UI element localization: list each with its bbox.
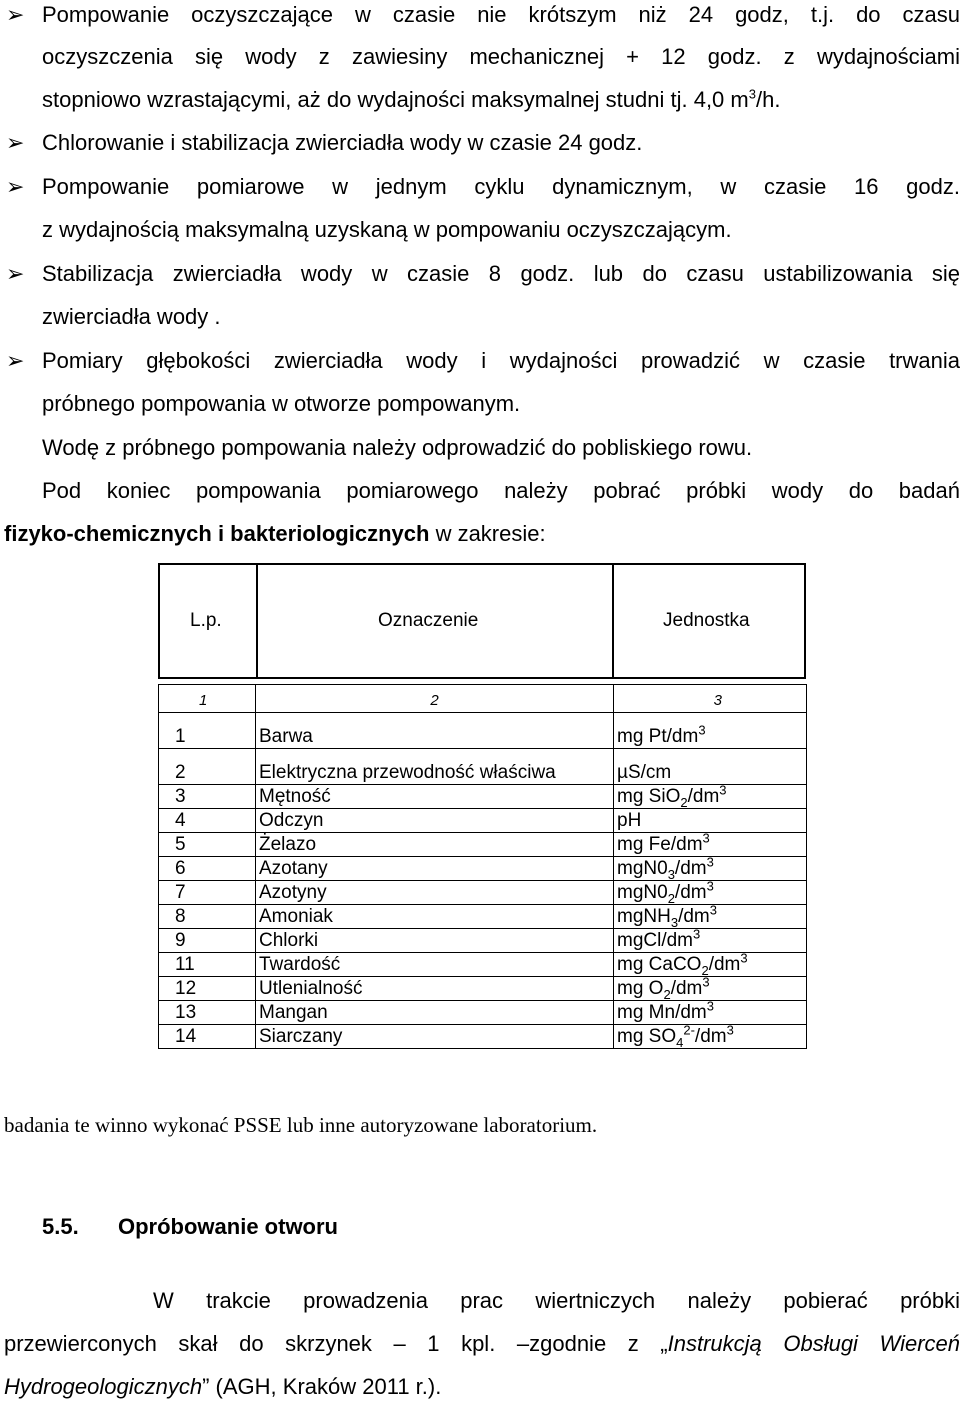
cell-unit: mg $SiO_2/dm^3$	[614, 785, 807, 809]
column-number-row: 1 2 3	[159, 685, 807, 713]
table-row	[159, 905, 807, 929]
parameters-table	[158, 684, 807, 1049]
bullet-arrow-icon: ➢	[6, 348, 25, 373]
cell-lp: 6	[159, 857, 256, 881]
bullet-1-line-3: stopniowo wzrastającymi, aż do wydajności maksymalnej studni tj. 4,0 $m^3/h$.	[42, 86, 781, 112]
cell-designation: Mętność	[256, 785, 614, 809]
bullet-5-line-2: próbnego pompowania w otworze pompowanym.	[42, 391, 521, 416]
cell-designation: Azotyny	[256, 881, 614, 905]
cell-unit: µS/cm	[614, 749, 807, 785]
sampling-paragraph-line-1: Pod koniec pompowania pomiarowego należy pobrać próbki wody do badań	[42, 478, 960, 503]
header-lp: L.p.	[190, 610, 222, 631]
table-row	[159, 977, 807, 1001]
table-row	[159, 857, 807, 881]
cell-unit: mg $CaCO_2/dm^3$	[614, 953, 807, 977]
section-paragraph-line-3: Hydrogeologicznych” (AGH, Kraków 2011 r.).	[4, 1374, 442, 1399]
table-row	[159, 713, 807, 749]
cell-lp: 9	[159, 929, 256, 953]
cell-designation: Elektryczna przewodność właściwa	[256, 749, 614, 785]
cell-designation: Barwa	[256, 713, 614, 749]
sampling-paragraph-line-2: fizyko-chemicznych i bakteriologicznych w zakresie:	[4, 521, 546, 546]
cell-unit: mg $Fe/dm^3$	[614, 833, 807, 857]
header-unit: Jednostka	[663, 610, 750, 631]
bullet-arrow-icon: ➢	[6, 174, 25, 199]
cell-unit: mg $O_2/dm^3$	[614, 977, 807, 1001]
bullet-1-line-1: Pompowanie oczyszczające w czasie nie krótszym niż 24 godz, t.j. do czasu	[42, 2, 960, 27]
cell-unit: mg $Pt/dm^3$	[614, 713, 807, 749]
cell-designation: Żelazo	[256, 833, 614, 857]
bullet-2: Chlorowanie i stabilizacja zwierciadła wody w czasie 24 godz.	[42, 130, 643, 155]
cell-lp: 7	[159, 881, 256, 905]
header-designation: Oznaczenie	[378, 610, 479, 631]
cell-lp: 14	[159, 1025, 256, 1049]
bullet-arrow-icon: ➢	[6, 130, 25, 155]
cell-lp: 4	[159, 809, 256, 833]
cell-lp: 8	[159, 905, 256, 929]
bullet-3-line-2: z wydajnością maksymalną uzyskaną w pompowaniu oczyszczającym.	[42, 217, 732, 242]
cell-designation: Odczyn	[256, 809, 614, 833]
bullet-arrow-icon: ➢	[6, 2, 25, 27]
section-paragraph-line-2: przewierconych skał do skrzynek – 1 kpl. –zgodnie z „Instrukcją Obsługi Wierceń	[4, 1331, 960, 1356]
cell-lp: 5	[159, 833, 256, 857]
cell-designation: Amoniak	[256, 905, 614, 929]
table-row	[159, 749, 807, 785]
section-heading	[42, 1214, 79, 1240]
cell-designation: Utlenialność	[256, 977, 614, 1001]
section-title: Opróbowanie otworu	[118, 1214, 338, 1239]
cell-unit: $mgN0_2/dm^3$	[614, 881, 807, 905]
cell-designation: Twardość	[256, 953, 614, 977]
cell-unit: mg $Mn/dm^3$	[614, 1001, 807, 1025]
cell-lp: 11	[159, 953, 256, 977]
cell-lp: 13	[159, 1001, 256, 1025]
cell-lp: 2	[159, 749, 256, 785]
section-number: 5.5.	[42, 1214, 79, 1239]
table-row	[159, 1001, 807, 1025]
table-row	[159, 809, 807, 833]
cell-unit: $mgN0_3/dm^3$	[614, 857, 807, 881]
table-row	[159, 929, 807, 953]
bullet-1-line-2: oczyszczenia się wody z zawiesiny mechanicznej + 12 godz. z wydajnościami	[42, 44, 960, 69]
cell-lp: 3	[159, 785, 256, 809]
laboratory-note: badania te winno wykonać PSSE lub inne autoryzowane laboratorium.	[4, 1113, 598, 1137]
table-row	[159, 953, 807, 977]
cell-lp: 12	[159, 977, 256, 1001]
cell-designation: Azotany	[256, 857, 614, 881]
cell-lp: 1	[159, 713, 256, 749]
cell-unit: mgCl/$dm^3$	[614, 929, 807, 953]
bullet-4-line-1: Stabilizacja zwierciadła wody w czasie 8 godz. lub do czasu ustabilizowania się	[42, 261, 960, 286]
cell-unit: pH	[614, 809, 807, 833]
bullet-arrow-icon: ➢	[6, 261, 25, 286]
table-row	[159, 833, 807, 857]
table-header-box	[158, 563, 806, 679]
cell-unit: $mgNH_3/dm^3$	[614, 905, 807, 929]
cell-designation: Chlorki	[256, 929, 614, 953]
cell-unit: mg $SO_4^{2-}/dm^3$	[614, 1025, 807, 1049]
cell-designation: Siarczany	[256, 1025, 614, 1049]
table-row	[159, 1025, 807, 1049]
section-paragraph-line-1: W trakcie prowadzenia prac wiertniczych należy pobierać próbki	[153, 1288, 960, 1313]
bullet-5-line-1: Pomiary głębokości zwierciadła wody i wydajności prowadzić w czasie trwania	[42, 348, 960, 373]
cell-designation: Mangan	[256, 1001, 614, 1025]
table-row	[159, 785, 807, 809]
table-row	[159, 881, 807, 905]
bullet-4-line-2: zwierciadła wody .	[42, 304, 221, 329]
bullet-3-line-1: Pompowanie pomiarowe w jednym cyklu dynamicznym, w czasie 16 godz.	[42, 174, 960, 199]
water-discharge-paragraph: Wodę z próbnego pompowania należy odprowadzić do pobliskiego rowu.	[42, 435, 753, 460]
